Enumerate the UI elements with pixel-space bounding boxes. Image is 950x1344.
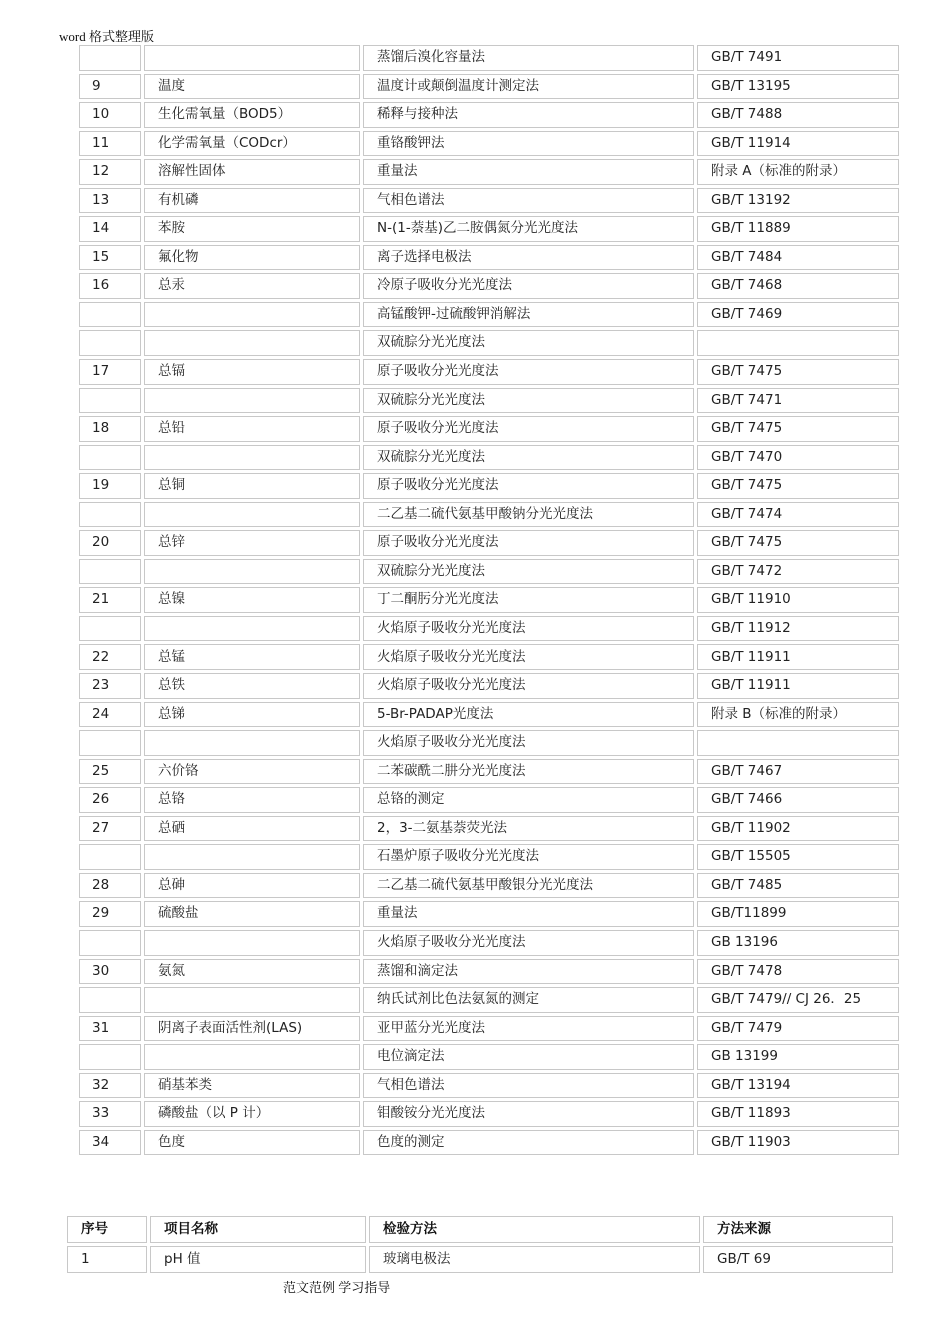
cell-item-name	[144, 502, 360, 528]
cell-method-source: GB 13199	[697, 1044, 899, 1070]
cell-method-source: GB/T 7485	[697, 873, 899, 899]
cell-index: 19	[79, 473, 141, 499]
cell-item-name: 氨氮	[144, 959, 360, 985]
cell-test-method: 色度的测定	[363, 1130, 694, 1156]
table-row	[79, 759, 899, 785]
cell-item-name: 苯胺	[144, 216, 360, 242]
cell-method-source: GB/T11899	[697, 901, 899, 927]
cell-test-method: 离子选择电极法	[363, 245, 694, 271]
cell-test-method: 火焰原子吸收分光光度法	[363, 616, 694, 642]
table-row	[79, 1130, 899, 1156]
table-row	[79, 502, 899, 528]
cell-test-method: 二乙基二硫代氨基甲酸银分光光度法	[363, 873, 694, 899]
cell-test-method: 2，3-二氨基萘荧光法	[363, 816, 694, 842]
cell-index: 1	[67, 1246, 147, 1273]
cell-item-name	[144, 987, 360, 1013]
cell-method-source: GB/T 11914	[697, 131, 899, 157]
cell-index	[79, 616, 141, 642]
cell-item-name: 总铜	[144, 473, 360, 499]
cell-method-source	[697, 730, 899, 756]
cell-item-name: 总锰	[144, 644, 360, 670]
cell-index: 14	[79, 216, 141, 242]
table-row	[79, 159, 899, 185]
cell-index: 24	[79, 702, 141, 728]
cell-index: 33	[79, 1101, 141, 1127]
cell-item-name	[144, 388, 360, 414]
cell-test-method: 双硫腙分光光度法	[363, 388, 694, 414]
cell-index	[79, 844, 141, 870]
cell-item-name: 生化需氧量（BOD5）	[144, 102, 360, 128]
table-row	[79, 245, 899, 271]
cell-index	[79, 445, 141, 471]
table-row	[79, 816, 899, 842]
cell-test-method: 温度计或颠倒温度计测定法	[363, 74, 694, 100]
table-row	[79, 530, 899, 556]
table-row	[79, 102, 899, 128]
table-row	[79, 1101, 899, 1127]
cell-test-method: 稀释与接种法	[363, 102, 694, 128]
cell-method-source: 附录 A（标准的附录）	[697, 159, 899, 185]
cell-method-source: GB/T 7475	[697, 530, 899, 556]
cell-method-source: GB/T 7466	[697, 787, 899, 813]
table-row	[67, 1246, 893, 1273]
cell-test-method: 纳氏试剂比色法氨氮的测定	[363, 987, 694, 1013]
cell-method-source: GB/T 11889	[697, 216, 899, 242]
cell-test-method: 双硫腙分光光度法	[363, 330, 694, 356]
cell-test-method: 丁二酮肟分光光度法	[363, 587, 694, 613]
table-row	[79, 673, 899, 699]
cell-test-method: 二苯碳酰二肼分光光度法	[363, 759, 694, 785]
table-row	[79, 702, 899, 728]
cell-method-source: GB/T 7479	[697, 1016, 899, 1042]
table-row	[79, 873, 899, 899]
cell-test-method: 原子吸收分光光度法	[363, 359, 694, 385]
cell-index: 11	[79, 131, 141, 157]
cell-item-name: 色度	[144, 1130, 360, 1156]
cell-item-name: 总硒	[144, 816, 360, 842]
cell-test-method: 蒸馏和滴定法	[363, 959, 694, 985]
table-row	[79, 730, 899, 756]
header-method-source: 方法来源	[703, 1216, 893, 1243]
cell-item-name: 硝基苯类	[144, 1073, 360, 1099]
cell-index: 25	[79, 759, 141, 785]
table-row	[79, 216, 899, 242]
cell-method-source: GB/T 7471	[697, 388, 899, 414]
table-row	[79, 188, 899, 214]
cell-test-method: 重量法	[363, 901, 694, 927]
cell-item-name: 总镍	[144, 587, 360, 613]
cell-index: 31	[79, 1016, 141, 1042]
cell-index: 16	[79, 273, 141, 299]
cell-item-name: 化学需氧量（CODcr）	[144, 131, 360, 157]
table-row	[79, 388, 899, 414]
cell-item-name: 总锑	[144, 702, 360, 728]
cell-index: 29	[79, 901, 141, 927]
standards-table-body	[79, 45, 899, 1155]
cell-method-source: GB/T 7475	[697, 359, 899, 385]
cell-index: 21	[79, 587, 141, 613]
cell-method-source: GB/T 7475	[697, 473, 899, 499]
cell-test-method: 亚甲蓝分光光度法	[363, 1016, 694, 1042]
cell-index: 18	[79, 416, 141, 442]
cell-index	[79, 930, 141, 956]
cell-method-source: GB/T 11902	[697, 816, 899, 842]
table-row	[79, 1016, 899, 1042]
cell-test-method: 重量法	[363, 159, 694, 185]
cell-index: 12	[79, 159, 141, 185]
cell-method-source: GB/T 13195	[697, 74, 899, 100]
cell-method-source	[697, 330, 899, 356]
cell-item-name	[144, 330, 360, 356]
cell-item-name: 温度	[144, 74, 360, 100]
table-row	[79, 1044, 899, 1070]
cell-item-name: 总锌	[144, 530, 360, 556]
header-index: 序号	[67, 1216, 147, 1243]
cell-test-method: 钼酸铵分光光度法	[363, 1101, 694, 1127]
cell-index: 30	[79, 959, 141, 985]
cell-method-source: GB/T 11911	[697, 673, 899, 699]
cell-item-name: 总铁	[144, 673, 360, 699]
table-row	[79, 987, 899, 1013]
table-row	[79, 330, 899, 356]
cell-index: 20	[79, 530, 141, 556]
cell-method-source: GB/T 7468	[697, 273, 899, 299]
cell-test-method: 双硫腙分光光度法	[363, 445, 694, 471]
cell-method-source: GB/T 11911	[697, 644, 899, 670]
cell-test-method: 双硫腙分光光度法	[363, 559, 694, 585]
cell-item-name: 有机磷	[144, 188, 360, 214]
cell-item-name	[144, 559, 360, 585]
cell-method-source: GB/T 7467	[697, 759, 899, 785]
cell-method-source: GB 13196	[697, 930, 899, 956]
cell-test-method: 石墨炉原子吸收分光光度法	[363, 844, 694, 870]
cell-item-name	[144, 445, 360, 471]
cell-test-method: 重铬酸钾法	[363, 131, 694, 157]
cell-test-method: 5-Br-PADAP光度法	[363, 702, 694, 728]
cell-method-source: GB/T 11912	[697, 616, 899, 642]
cell-test-method: 总铬的测定	[363, 787, 694, 813]
table-row	[79, 416, 899, 442]
table-row	[79, 359, 899, 385]
cell-test-method: 火焰原子吸收分光光度法	[363, 930, 694, 956]
cell-method-source: GB/T 7478	[697, 959, 899, 985]
table-row	[79, 616, 899, 642]
table-row	[79, 302, 899, 328]
cell-test-method: 火焰原子吸收分光光度法	[363, 730, 694, 756]
table-row	[79, 787, 899, 813]
cell-index	[79, 502, 141, 528]
cell-method-source: GB/T 7472	[697, 559, 899, 585]
cell-method-source: GB/T 7488	[697, 102, 899, 128]
cell-test-method: 气相色谱法	[363, 1073, 694, 1099]
cell-test-method: 高锰酸钾-过硫酸钾消解法	[363, 302, 694, 328]
cell-index: 26	[79, 787, 141, 813]
table-header-row	[67, 1216, 893, 1243]
page-header-note: word 格式整理版	[59, 29, 154, 44]
cell-index	[79, 330, 141, 356]
cell-method-source: GB/T 7479// CJ 26．25	[697, 987, 899, 1013]
cell-index	[79, 559, 141, 585]
table-row	[79, 1073, 899, 1099]
cell-method-source: GB/T 11903	[697, 1130, 899, 1156]
cell-method-source: GB/T 7469	[697, 302, 899, 328]
cell-index	[79, 388, 141, 414]
standards-table	[76, 42, 902, 1158]
cell-item-name: 六价铬	[144, 759, 360, 785]
cell-index	[79, 730, 141, 756]
header-item-name: 项目名称	[150, 1216, 366, 1243]
cell-index: 23	[79, 673, 141, 699]
table-row	[79, 901, 899, 927]
table-row	[79, 45, 899, 71]
cell-item-name	[144, 45, 360, 71]
cell-index: 22	[79, 644, 141, 670]
cell-method-source: 附录 B（标准的附录）	[697, 702, 899, 728]
test-method-table	[64, 1213, 896, 1276]
cell-method-source: GB/T 13194	[697, 1073, 899, 1099]
cell-method-source: GB/T 7470	[697, 445, 899, 471]
cell-item-name	[144, 844, 360, 870]
cell-item-name: 总砷	[144, 873, 360, 899]
header-test-method: 检验方法	[369, 1216, 700, 1243]
cell-method-source: GB/T 7475	[697, 416, 899, 442]
cell-test-method: N-(1-萘基)乙二胺偶氮分光光度法	[363, 216, 694, 242]
cell-index: 27	[79, 816, 141, 842]
table-row	[79, 74, 899, 100]
cell-index: 15	[79, 245, 141, 271]
table-row	[79, 930, 899, 956]
cell-item-name: 磷酸盐（以 P 计）	[144, 1101, 360, 1127]
cell-index	[79, 302, 141, 328]
table-row	[79, 131, 899, 157]
table-row	[79, 273, 899, 299]
cell-method-source: GB/T 13192	[697, 188, 899, 214]
cell-item-name	[144, 1044, 360, 1070]
cell-item-name: 硫酸盐	[144, 901, 360, 927]
cell-method-source: GB/T 11910	[697, 587, 899, 613]
cell-test-method: 原子吸收分光光度法	[363, 416, 694, 442]
cell-item-name	[144, 930, 360, 956]
cell-item-name	[144, 730, 360, 756]
cell-index	[79, 45, 141, 71]
cell-item-name	[144, 616, 360, 642]
cell-test-method: 玻璃电极法	[369, 1246, 700, 1273]
cell-test-method: 原子吸收分光光度法	[363, 530, 694, 556]
cell-index	[79, 1044, 141, 1070]
cell-index: 13	[79, 188, 141, 214]
cell-index: 9	[79, 74, 141, 100]
cell-index	[79, 987, 141, 1013]
page-footer-note: 范文范例 学习指导	[283, 1280, 391, 1295]
cell-item-name: 总铬	[144, 787, 360, 813]
cell-item-name: 总铅	[144, 416, 360, 442]
cell-item-name: 总汞	[144, 273, 360, 299]
table-row	[79, 559, 899, 585]
cell-test-method: 蒸馏后溴化容量法	[363, 45, 694, 71]
cell-item-name: 溶解性固体	[144, 159, 360, 185]
table-row	[79, 644, 899, 670]
cell-index: 34	[79, 1130, 141, 1156]
cell-index: 32	[79, 1073, 141, 1099]
cell-method-source: GB/T 7484	[697, 245, 899, 271]
cell-index: 17	[79, 359, 141, 385]
cell-test-method: 火焰原子吸收分光光度法	[363, 673, 694, 699]
cell-item-name: pH 值	[150, 1246, 366, 1273]
cell-index: 10	[79, 102, 141, 128]
cell-test-method: 二乙基二硫代氨基甲酸钠分光光度法	[363, 502, 694, 528]
cell-item-name	[144, 302, 360, 328]
cell-method-source: GB/T 7491	[697, 45, 899, 71]
cell-test-method: 气相色谱法	[363, 188, 694, 214]
cell-test-method: 原子吸收分光光度法	[363, 473, 694, 499]
cell-test-method: 火焰原子吸收分光光度法	[363, 644, 694, 670]
cell-test-method: 电位滴定法	[363, 1044, 694, 1070]
cell-method-source: GB/T 7474	[697, 502, 899, 528]
cell-method-source: GB/T 11893	[697, 1101, 899, 1127]
table-row	[79, 445, 899, 471]
cell-item-name: 总镉	[144, 359, 360, 385]
cell-method-source: GB/T 15505	[697, 844, 899, 870]
table-row	[79, 587, 899, 613]
table-row	[79, 844, 899, 870]
table-row	[79, 473, 899, 499]
table-row	[79, 959, 899, 985]
cell-method-source: GB/T 69	[703, 1246, 893, 1273]
cell-item-name: 氟化物	[144, 245, 360, 271]
cell-index: 28	[79, 873, 141, 899]
cell-item-name: 阴离子表面活性剂(LAS)	[144, 1016, 360, 1042]
cell-test-method: 冷原子吸收分光光度法	[363, 273, 694, 299]
